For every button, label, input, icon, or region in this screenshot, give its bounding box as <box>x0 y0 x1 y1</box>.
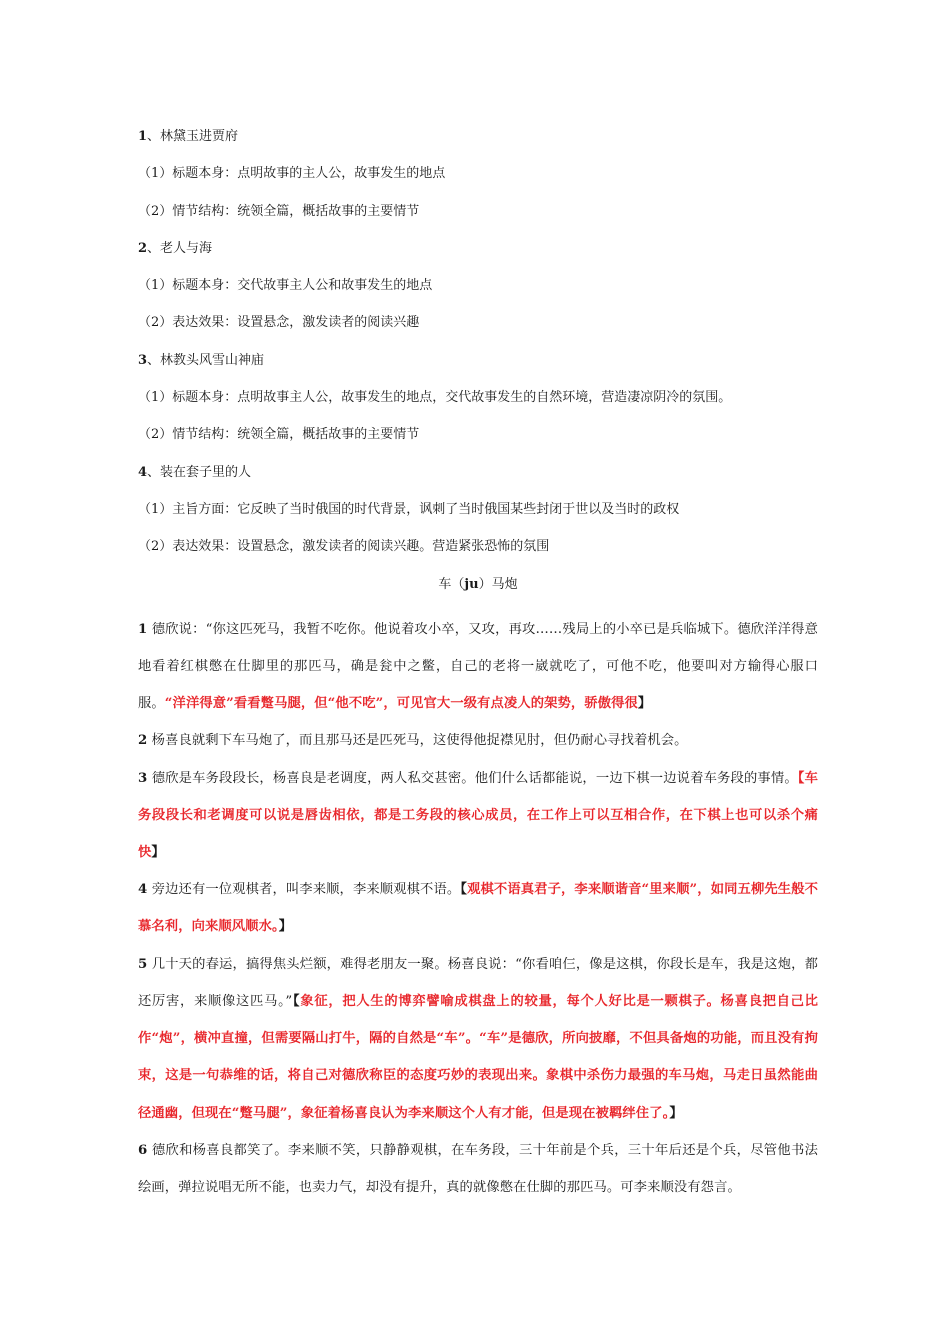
paragraph-annotation: 象征，把人生的博弈譬喻成棋盘上的较量，每个人好比是一颗棋子。杨喜良把自己比作“炮”，横冲直撞，但需要隔山打牛，隔的自然是“车”。“车”是德欣，所向披靡，不但具备炮的功能，而且没有拘束，这是一句恭维的话，将自己对德欣称臣的态度巧妙的表现出来。象棋中杀伤力最强的车马炮，马走日虽然能曲径通幽，但现在“蹩马腿”，象征着杨喜良认为李来顺这个人有才能，但是现在被羁绊住了。 <box>138 993 819 1121</box>
paragraph-6 <box>138 1132 818 1206</box>
paragraph-5 <box>138 946 818 1132</box>
article-title-part: 车（ <box>438 576 465 592</box>
section-item: （2）情节结构：统领全篇，概括故事的主要情节 <box>138 203 420 219</box>
section-4 <box>138 462 818 559</box>
paragraph-text: 德欣是车务段段长，杨喜良是老调度，两人私交甚密。他们什么话都能说，一边下棋一边说着车务段的事情。 <box>147 770 798 786</box>
section-number: 2 <box>138 240 148 256</box>
article-title <box>138 574 818 596</box>
section-item: （2）表达效果：设置悬念，激发读者的阅读兴趣。营造紧张恐怖的氛围 <box>138 539 550 555</box>
annotation-bracket: 】 <box>278 919 293 935</box>
paragraph-number: 1 <box>138 621 148 637</box>
paragraph-number: 2 <box>138 733 148 749</box>
paragraph-1 <box>138 611 818 723</box>
section-title: 、林教头风雪山神庙 <box>147 352 265 368</box>
article-title-part: ）马炮 <box>478 576 518 592</box>
paragraph-number: 3 <box>138 770 148 786</box>
section-item: （1）主旨方面：它反映了当时俄国的时代背景，讽刺了当时俄国某些封闭于世以及当时的政权 <box>138 501 680 517</box>
paragraph-text: 德欣和杨喜良都笑了。李来顺不笑，只静静观棋，在车务段，三十年前是个兵，三十年后还是个兵，尽管他书法绘画，弹拉说唱无所不能，也卖力气，却没有提升，真的就像憋在仕脚的那匹马。可李来顺没有怨言。 <box>138 1142 818 1195</box>
paragraph-number: 5 <box>138 956 148 972</box>
paragraph-3 <box>138 760 818 872</box>
section-item: （1）标题本身：点明故事主人公，故事发生的地点，交代故事发生的自然环境，营造凄凉阴冷的氛围。 <box>138 390 732 406</box>
section-item: （2）表达效果：设置悬念，激发读者的阅读兴趣 <box>138 315 420 331</box>
section-heading <box>138 462 818 484</box>
section-number: 1 <box>138 129 148 144</box>
paragraph-text: 旁边还有一位观棋者，叫李来顺，李来顺观棋不语。 <box>147 882 461 898</box>
paragraph-number: 6 <box>138 1142 148 1158</box>
section-heading <box>138 350 818 372</box>
section-title: 、林黛玉进贾府 <box>147 129 239 144</box>
paragraph-4 <box>138 871 818 945</box>
section-item: （2）情节结构：统领全篇，概括故事的主要情节 <box>138 427 420 443</box>
section-item: （1）标题本身：点明故事的主人公，故事发生的地点 <box>138 166 446 182</box>
annotation-bracket: 】 <box>637 696 652 712</box>
paragraph-2 <box>138 722 818 759</box>
annotation-bracket: 】 <box>669 1105 683 1121</box>
annotation-bracket: 【 <box>797 770 805 786</box>
section-3 <box>138 350 818 447</box>
section-item: （1）标题本身：交代故事主人公和故事发生的地点 <box>138 278 433 294</box>
paragraph-text: 几十天的春运，搞得焦头烂额，难得老朋友一聚。杨喜良说：“你看咱仨，像是这棋，你段长是车，我是这炮，都还厉害，来顺像这匹马。” <box>138 956 818 1009</box>
section-heading <box>138 126 818 148</box>
section-number: 4 <box>138 464 148 480</box>
article-title-pinyin: ju <box>464 576 479 592</box>
section-2 <box>138 238 818 335</box>
section-number: 3 <box>138 352 148 368</box>
paragraph-number: 4 <box>138 882 148 898</box>
annotation-bracket: 】 <box>151 845 165 861</box>
section-heading <box>138 238 818 260</box>
section-title: 、装在套子里的人 <box>147 464 252 480</box>
section-title: 、老人与海 <box>147 240 213 256</box>
annotation-bracket: 【 <box>292 993 301 1009</box>
paragraph-annotation: 车务段段长和老调度可以说是唇齿相依，都是工务段的核心成员，在工作上可以互相合作，在下棋上也可以杀个痛快 <box>138 770 818 861</box>
paragraph-annotation: 观棋不语真君子，李来顺谐音“里来顺”，如同五柳先生般不慕名利，向来顺风顺水。 <box>138 882 819 935</box>
annotation-bracket: 【 <box>460 882 468 898</box>
document-page <box>138 126 818 1206</box>
section-1 <box>138 126 818 223</box>
paragraph-annotation: “洋洋得意”看看蹩马腿，但“他不吃”，可见官大一级有点凌人的架势，骄傲得很 <box>164 696 638 712</box>
paragraph-text: 德欣说：“你这匹死马，我暂不吃你。他说着攻小卒，又攻，再攻……残局上的小卒已是兵临城下。德欣洋洋得意地看着红棋憋在仕脚里的那匹马，确是瓮中之鳖，自己的老将一崴就吃了，可他不吃，他要叫对方输得心服口服。 <box>138 621 818 712</box>
paragraph-text: 杨喜良就剩下车马炮了，而且那马还是匹死马，这使得他捉襟见肘，但仍耐心寻找着机会。 <box>147 733 688 749</box>
